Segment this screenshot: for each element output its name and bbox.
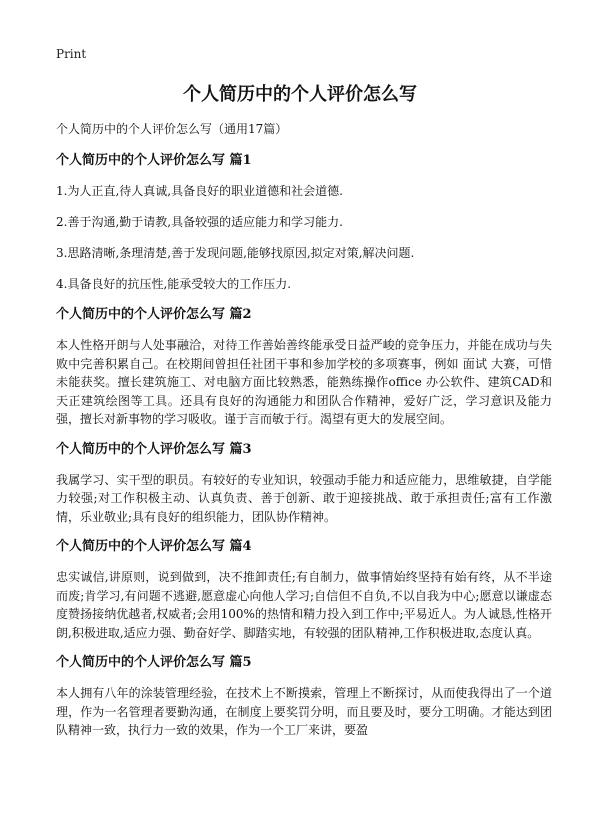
list-item: 3.思路清晰,条理清楚,善于发现问题,能够找原因,拟定对策,解决问题. xyxy=(56,246,415,260)
list-item: 1.为人正直,待人真诚,具备良好的职业道德和社会道德. xyxy=(56,184,343,198)
document-subtitle: 个人简历中的个人评价怎么写（通用17篇） xyxy=(56,122,288,136)
list-item: 4.具备良好的抗压性,能承受较大的工作压力. xyxy=(56,277,292,291)
page-title: 个人简历中的个人评价怎么写 xyxy=(183,84,417,105)
section-paragraph-4: 忠实诚信,讲原则，说到做到，决不推卸责任;有自制力，做事情始终坚持有始有终，从不半途而废;肯学习,有问题不逃避,愿意虚心向他人学习;自信但不自负,不以自我为中心;愿意以谦虚态度赞扬接纳优越者,权威者;会用100%的热情和精力投入到工作中;平易近人。为人诚恳,性格开朗,积极进取,适应力强、勤奋好学、脚踏实地，有较强的团队精神,工作积极进取,态度认真。 xyxy=(56,570,552,640)
list-item: 2.善于沟通,勤于请教,具备较强的适应能力和学习能力. xyxy=(56,215,343,229)
document-content xyxy=(56,120,552,752)
print-link[interactable]: Print xyxy=(56,47,87,61)
section-heading-5: 个人简历中的个人评价怎么写 篇5 xyxy=(56,655,252,670)
section-heading-1: 个人简历中的个人评价怎么写 篇1 xyxy=(56,153,252,168)
section-paragraph-5: 本人拥有八年的涂装管理经验，在技术上不断摸索，管理上不断探讨，从而使我得出了一个道理，作为一名管理者要勤沟通，在制度上要奖罚分明，而且要及时，要分工明确。才能达到团队精神一致，执行力一致的效果，作为一个工厂来讲，要盈 xyxy=(56,686,552,737)
section-paragraph-2: 本人性格开朗与人处事融洽，对待工作善始善终能承受日益严峻的竞争压力，并能在成功与失败中完善积累自己。在校期间曾担任社团干事和参加学校的多项赛事，例如 面试 大赛，可惜未能获奖。擅长建筑施工、对电脑方面比较熟悉，能熟练操作office 办公软件、建筑CAD和天正建筑绘图等工具。还具有良好的沟通能力和团队合作精神，爱好广泛，学习意识及能力强，擅长对新事物的学习吸收。谨于言而敏于行。渴望有更大的发展空间。 xyxy=(56,338,552,426)
section-paragraph-3: 我属学习、实干型的职员。有较好的专业知识，较强动手能力和适应能力，思维敏捷，自学能力较强;对工作积极主动、认真负责、善于创新、敢于迎接挑战、敢于承担责任;富有工作激情，乐业敬业;具有良好的组织能力，团队协作精神。 xyxy=(56,472,552,524)
section-heading-3: 个人简历中的个人评价怎么写 篇3 xyxy=(56,441,252,457)
section-heading-4: 个人简历中的个人评价怎么写 篇4 xyxy=(56,539,252,554)
section-heading-2: 个人简历中的个人评价怎么写 篇2 xyxy=(56,307,252,322)
